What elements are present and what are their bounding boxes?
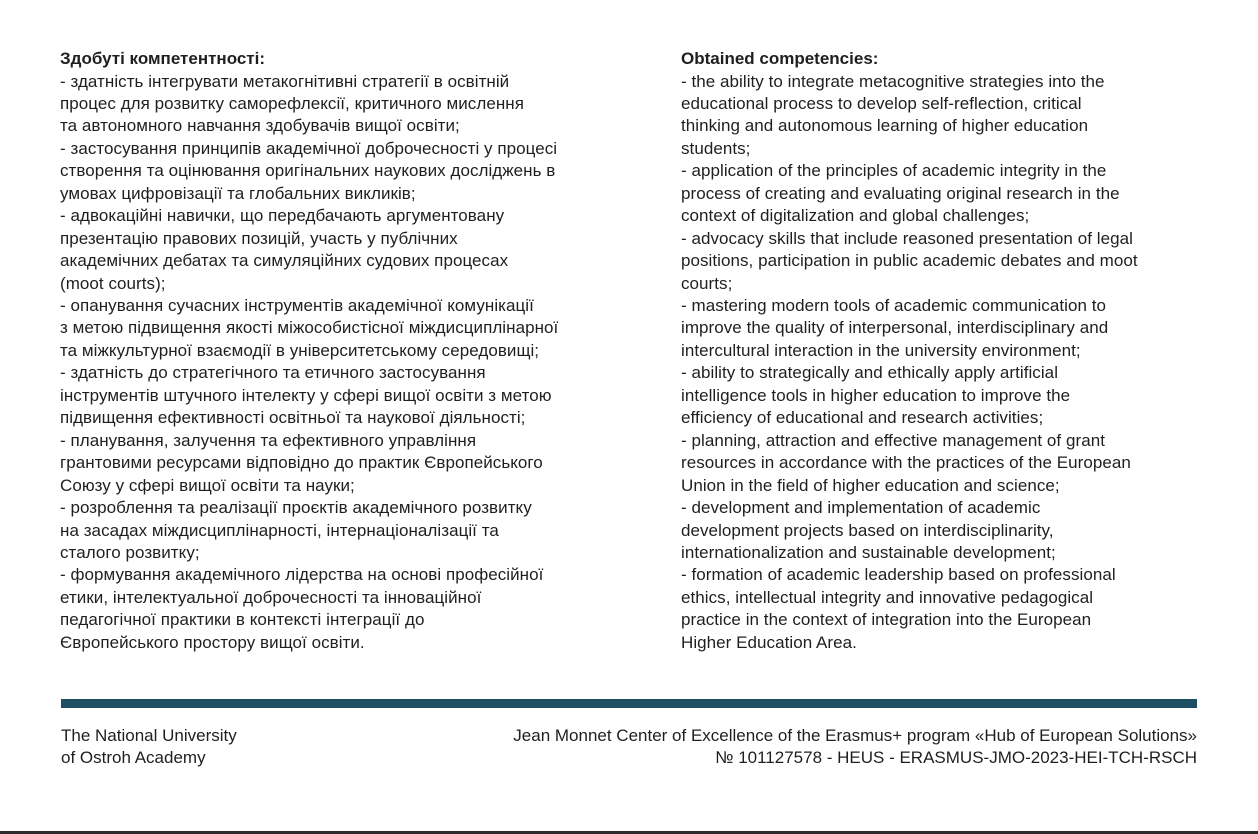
english-text-line: educational process to develop self-reflection, critical (681, 93, 1082, 113)
ukrainian-text-line: презентацію правових позицій, участь у публічних (60, 228, 458, 248)
ukrainian-text-line: - адвокаційні навички, що передбачають аргументовану (60, 206, 505, 226)
ukrainian-text-line: - здатність інтегрувати метакогнітивні стратегії в освітній (60, 71, 510, 91)
ukrainian-text-line: створення та оцінювання оригінальних наукових досліджень в (60, 161, 556, 181)
english-text-line: intelligence tools in higher education to improve the (681, 385, 1071, 405)
english-heading: Obtained competencies: (681, 49, 879, 68)
project-number: № 101127578 - HEUS - ERASMUS-JMO-2023-HEI-TCH-RSCH (715, 747, 1197, 767)
ukrainian-text-line: та автономного навчання здобувачів вищої освіти; (60, 116, 460, 136)
english-text-line: - ability to strategically and ethically apply artificial (681, 363, 1059, 383)
english-text-line: - application of the principles of academic integrity in the (681, 161, 1107, 181)
footer-divider-bar (61, 699, 1197, 708)
ukrainian-lines (60, 71, 635, 655)
english-text-line: intercultural interaction in the university environment; (681, 340, 1081, 360)
english-text-line: practice in the context of integration into the European (681, 610, 1092, 630)
english-text-line: development projects based on interdisciplinarity, (681, 520, 1054, 540)
ukrainian-text-line: та міжкультурної взаємодії в університетському середовищі; (60, 340, 540, 360)
ukrainian-text-line: процес для розвитку саморефлексії, критичного мислення (60, 93, 524, 113)
ukrainian-text-line: підвищення ефективності освітньої та наукової діяльності; (60, 408, 526, 428)
university-name-line-1: The National University (61, 726, 237, 745)
english-text-line: Union in the field of higher education and science; (681, 475, 1060, 495)
english-text-line: - advocacy skills that include reasoned presentation of legal (681, 228, 1133, 248)
english-text-line: resources in accordance with the practices of the European (681, 453, 1131, 473)
english-text-line: process of creating and evaluating original research in the (681, 183, 1120, 203)
english-text-line: - mastering modern tools of academic communication to (681, 296, 1107, 316)
ukrainian-text-line: - здатність до стратегічного та етичного застосування (60, 363, 486, 383)
english-text-line: ethics, intellectual integrity and innovative pedagogical (681, 587, 1094, 607)
ukrainian-text-line: - застосування принципів академічної доброчесності у процесі (60, 138, 558, 158)
ukrainian-text-line: Союзу у сфері вищої освіти та науки; (60, 475, 355, 495)
university-name (61, 725, 237, 768)
ukrainian-text-line: інструментів штучного інтелекту у сфері вищої освіти з метою (60, 385, 552, 405)
ukrainian-text-line: етики, інтелектуальної доброчесності та інноваційної (60, 587, 482, 607)
ukrainian-text-line: грантовими ресурсами відповідно до практик Європейського (60, 453, 543, 473)
ukrainian-text-line: - розроблення та реалізації проєктів академічного розвитку (60, 498, 532, 518)
ukrainian-text-line: на засадах міждисциплінарності, інтернаціоналізації та (60, 520, 499, 540)
english-text-line: students; (681, 138, 751, 158)
english-text-line: improve the quality of interpersonal, interdisciplinary and (681, 318, 1109, 338)
english-competencies-column (681, 48, 1203, 654)
english-text-line: efficiency of educational and research activities; (681, 408, 1044, 428)
english-text-line: courts; (681, 273, 733, 293)
university-name-line-2: of Ostroh Academy (61, 747, 206, 767)
ukrainian-text-line: - опанування сучасних інструментів академічної комунікації (60, 296, 534, 316)
ukrainian-text-line: сталого розвитку; (60, 543, 200, 563)
english-text-line: thinking and autonomous learning of higher education (681, 116, 1089, 136)
ukrainian-text-line: умовах цифровізації та глобальних викликів; (60, 183, 416, 203)
english-text-line: internationalization and sustainable development; (681, 543, 1056, 563)
english-lines (681, 71, 1203, 655)
english-text-line: Higher Education Area. (681, 632, 857, 652)
english-text-line: - planning, attraction and effective management of grant (681, 430, 1105, 450)
english-text-line: context of digitalization and global challenges; (681, 206, 1030, 226)
english-text-line: - development and implementation of academic (681, 498, 1041, 518)
ukrainian-text-line: - формування академічного лідерства на основі професійної (60, 565, 544, 585)
ukrainian-text-line: академічних дебатах та симуляційних судових процесах (60, 251, 509, 271)
english-text-line: positions, participation in public academic debates and moot (681, 251, 1138, 271)
ukrainian-text-line: з метою підвищення якості міжособистісної міждисциплінарної (60, 318, 559, 338)
project-info (513, 725, 1197, 768)
ukrainian-text-line: - планування, залучення та ефективного управління (60, 430, 477, 450)
ukrainian-text-line: Європейського простору вищої освіти. (60, 632, 365, 652)
english-text-line: - formation of academic leadership based on professional (681, 565, 1116, 585)
ukrainian-text-line: (moot courts); (60, 273, 166, 293)
english-text-line: - the ability to integrate metacognitive strategies into the (681, 71, 1105, 91)
project-title: Jean Monnet Center of Excellence of the Erasmus+ program «Hub of European Solutions» (513, 726, 1197, 745)
ukrainian-text-line: педагогічної практики в контексті інтеграції до (60, 610, 425, 630)
ukrainian-heading: Здобуті компетентності: (60, 49, 266, 68)
ukrainian-competencies-column (60, 48, 635, 654)
